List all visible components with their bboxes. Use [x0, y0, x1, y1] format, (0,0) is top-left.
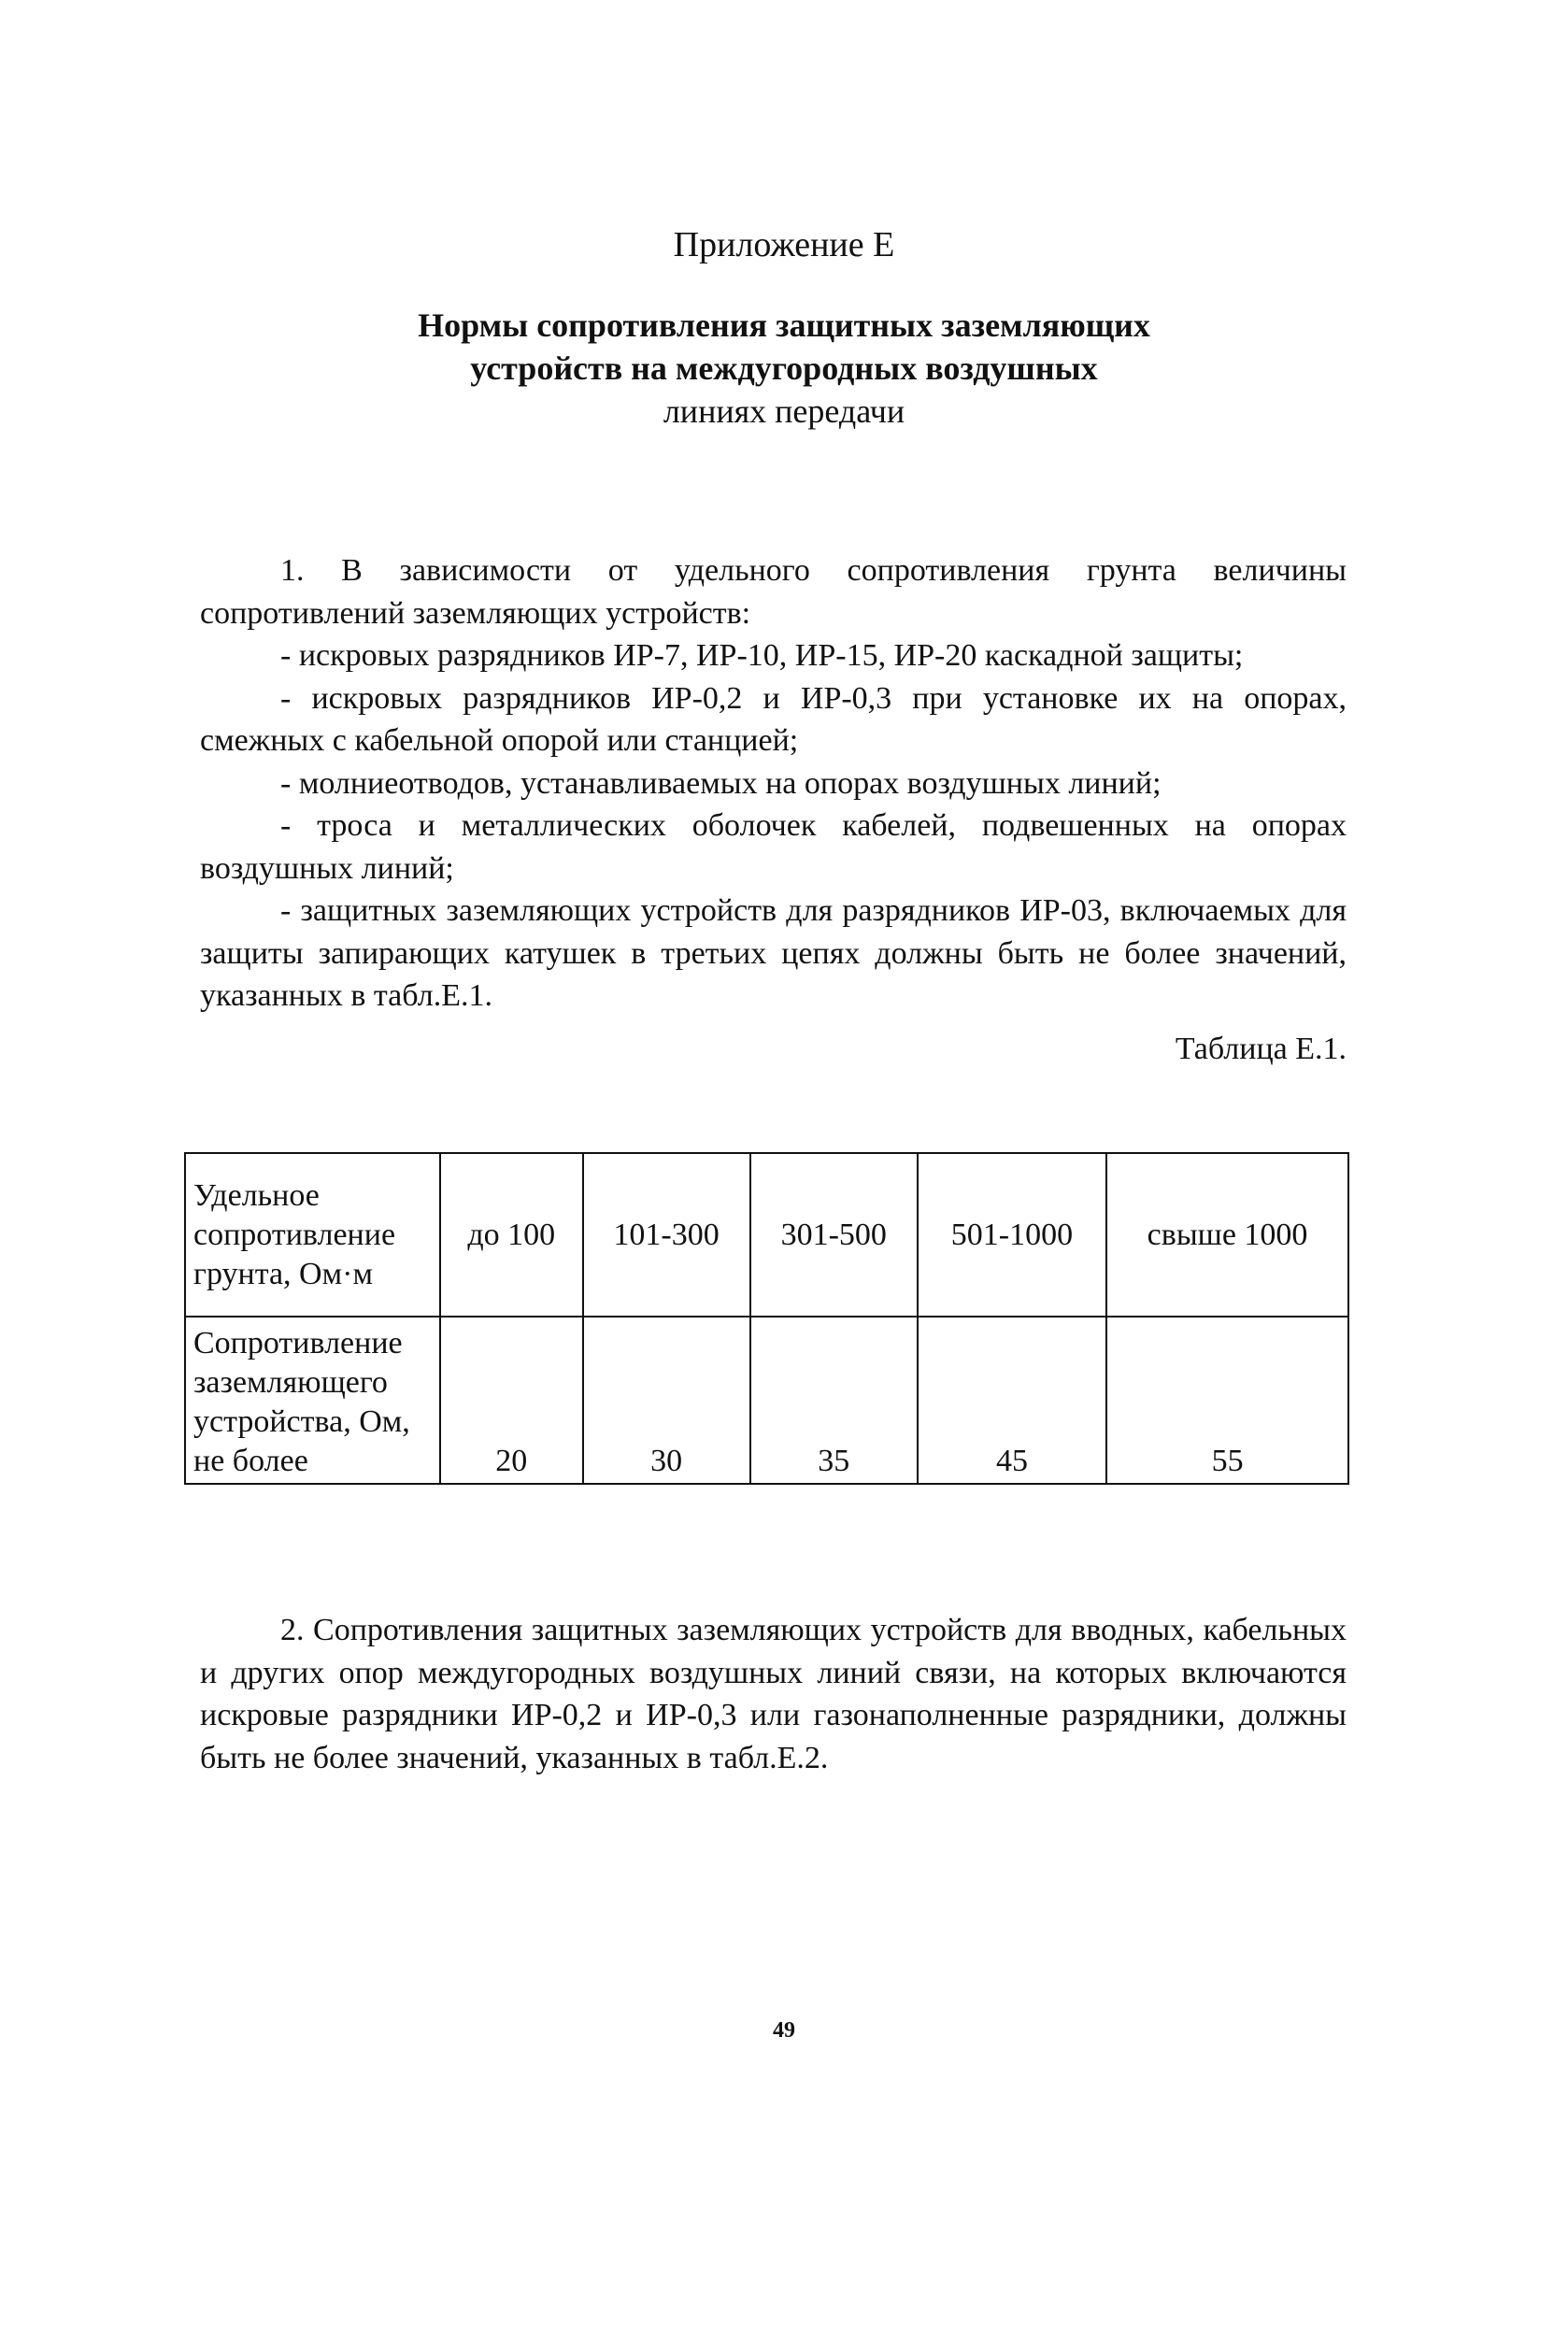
title-line-3: линиях передачи: [663, 392, 905, 430]
row-header: Удельное сопротивление грунта, Ом·м: [185, 1153, 440, 1317]
table-cell: 20: [440, 1317, 583, 1484]
table-row: [185, 1317, 1348, 1484]
section-2: [200, 1609, 1347, 1779]
table-cell: 301-500: [750, 1153, 918, 1317]
list-item: - молниеотводов, устанавливаемых на опорах воздушных линий;: [280, 765, 1162, 801]
table-cell: до 100: [440, 1153, 583, 1317]
paragraph: 2. Сопротивления защитных заземляющих устройств для вводных, кабельных и других опор междугородных воздушных линий связи, на которых включаются искровые разрядники ИР-0,2 и ИР-0,3 или газонаполненные разрядники, должны быть не более значений, указанных в табл.Е.2.: [200, 1613, 1347, 1775]
table-cell: 45: [918, 1317, 1106, 1484]
appendix-heading: Приложение Е: [673, 225, 895, 264]
table-caption: Таблица Е.1.: [1175, 1032, 1347, 1066]
table-cell: 101-300: [583, 1153, 750, 1317]
list-item: - троса и металлических оболочек кабелей, подвешенных на опорах воздушных линий;: [200, 808, 1347, 886]
table-cell: 55: [1106, 1317, 1348, 1484]
row-header: Сопротивление заземляющего устройства, Ом, не более: [185, 1317, 440, 1484]
list-item: - защитных заземляющих устройств для разрядников ИР-03, включаемых для защиты запирающих катушек в третьих цепях должны быть не более значений, указанных в табл.Е.1.: [200, 893, 1347, 1013]
list-item: - искровых разрядников ИР-7, ИР-10, ИР-15, ИР-20 каскадной защиты;: [280, 638, 1244, 673]
table-cell: 30: [583, 1317, 750, 1484]
document-title: [0, 304, 1568, 433]
title-line-2: устройств на междугородных воздушных: [470, 349, 1098, 387]
table-cell: 501-1000: [918, 1153, 1106, 1317]
norms-table: [184, 1152, 1349, 1485]
title-line-1: Нормы сопротивления защитных заземляющих: [418, 306, 1150, 344]
list-item: - искровых разрядников ИР-0,2 и ИР-0,3 при установке их на опорах, смежных с кабельной опорой или станцией;: [200, 680, 1347, 758]
table-row: [185, 1153, 1348, 1317]
section-1: [200, 549, 1347, 1018]
paragraph: 1. В зависимости от удельного сопротивления грунта величины сопротивлений заземляющих устройств:: [200, 553, 1347, 631]
table-cell: 35: [750, 1317, 918, 1484]
page-number: 49: [773, 2018, 795, 2043]
table-cell: свыше 1000: [1106, 1153, 1348, 1317]
